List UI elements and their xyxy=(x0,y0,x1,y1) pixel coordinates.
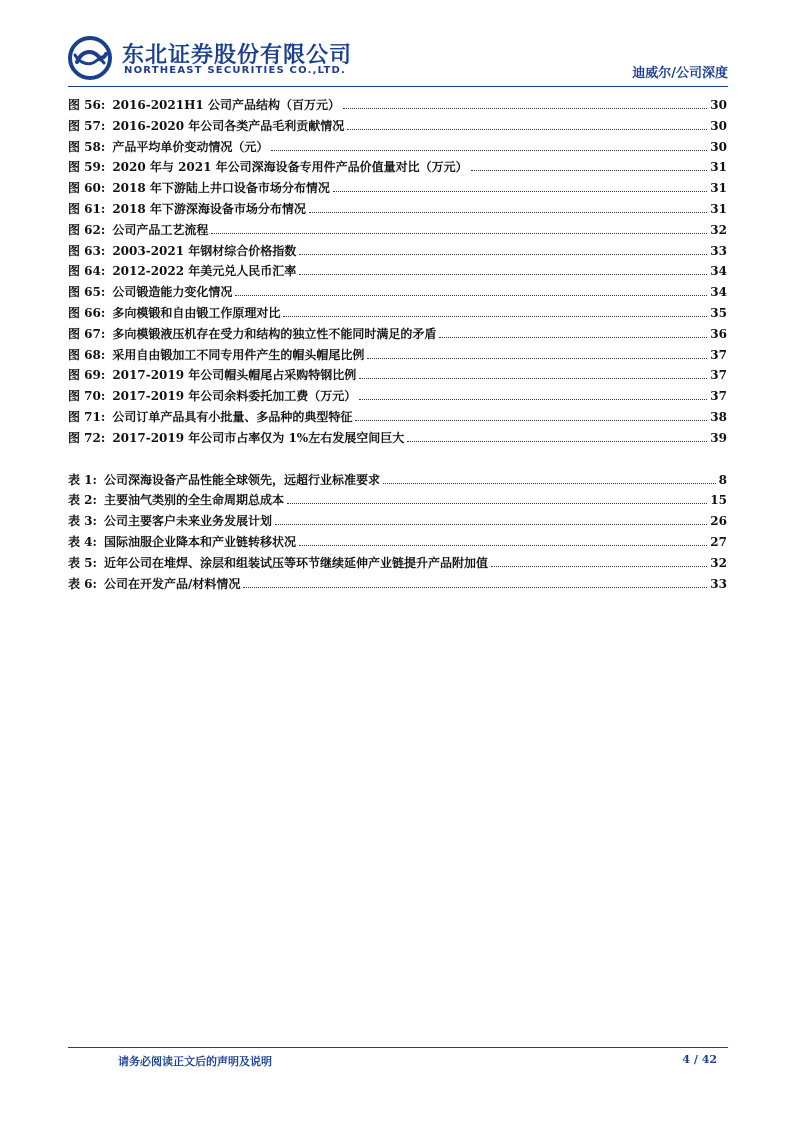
toc-entry-title: 2003-2021 年钢材综合价格指数 xyxy=(112,243,297,258)
toc-entry-title: 2020 年与 2021 年公司深海设备专用件产品价值量对比（万元） xyxy=(112,160,468,175)
page-number: 4 / 42 xyxy=(682,1053,717,1066)
header-divider xyxy=(68,86,728,87)
toc-entry-page: 39 xyxy=(710,430,727,445)
figure-entry[interactable] xyxy=(68,366,727,387)
dot-leader xyxy=(355,420,707,421)
toc-entry-title: 2018 年下游陆上井口设备市场分布情况 xyxy=(112,181,330,196)
dot-leader xyxy=(211,233,707,234)
dot-leader xyxy=(407,441,707,442)
dot-leader xyxy=(243,587,707,588)
dot-leader xyxy=(359,378,707,379)
figure-entry[interactable] xyxy=(68,179,727,200)
toc-entry-title: 多向模锻和自由锻工作原理对比 xyxy=(112,305,281,320)
toc-entry-page: 36 xyxy=(710,326,727,341)
company-name-en: NORTHEAST SECURITIES CO.,LTD. xyxy=(124,65,347,76)
toc-entry-title: 公司主要客户未来业务发展计划 xyxy=(103,514,272,529)
toc-entry-page: 38 xyxy=(710,409,727,424)
figure-entry[interactable] xyxy=(68,158,727,179)
toc-entry-label: 图 63: xyxy=(68,243,106,258)
toc-entry-label: 表 5: xyxy=(68,555,97,570)
toc-entry-label: 图 67: xyxy=(68,326,106,341)
figure-entry[interactable] xyxy=(68,346,727,367)
toc-entry-page: 33 xyxy=(710,243,727,258)
toc-entry-label: 图 57: xyxy=(68,118,106,133)
dot-leader xyxy=(383,483,716,484)
figure-entry[interactable] xyxy=(68,138,727,159)
toc-entry-page: 32 xyxy=(710,222,727,237)
toc-entry-title: 公司产品工艺流程 xyxy=(112,222,209,237)
company-name-cn: 东北证券股份有限公司 xyxy=(122,43,353,68)
table-entry[interactable] xyxy=(68,575,727,596)
dot-leader xyxy=(439,337,707,338)
toc-entry-title: 采用自由锻加工不同专用件产生的帽头帽尾比例 xyxy=(112,347,365,362)
figure-entry[interactable] xyxy=(68,117,727,138)
toc-entry-label: 图 69: xyxy=(68,368,106,383)
figure-entry[interactable] xyxy=(68,325,727,346)
toc-entry-title: 多向模锻液压机存在受力和结构的独立性不能同时满足的矛盾 xyxy=(112,326,437,341)
toc-entry-title: 2012-2022 年美元兑人民币汇率 xyxy=(112,264,297,279)
report-tag: 迪威尔/公司深度 xyxy=(632,66,728,81)
toc-entry-page: 37 xyxy=(710,389,727,404)
dot-leader xyxy=(299,545,707,546)
page-header xyxy=(68,36,728,86)
table-entry[interactable] xyxy=(68,512,727,533)
toc-entry-page: 35 xyxy=(710,305,727,320)
toc-entry-label: 图 61: xyxy=(68,201,106,216)
figure-index xyxy=(68,96,727,450)
dot-leader xyxy=(271,150,707,151)
toc-entry-label: 图 58: xyxy=(68,139,106,154)
toc-entry-title: 2018 年下游深海设备市场分布情况 xyxy=(112,201,306,216)
figure-entry[interactable] xyxy=(68,429,727,450)
toc-entry-page: 30 xyxy=(710,118,727,133)
table-entry[interactable] xyxy=(68,533,727,554)
figure-entry[interactable] xyxy=(68,242,727,263)
toc-entry-label: 图 56: xyxy=(68,98,106,112)
dot-leader xyxy=(235,295,707,296)
figure-entry[interactable] xyxy=(68,283,727,304)
dot-leader xyxy=(343,108,707,109)
table-index xyxy=(68,471,727,596)
toc-entry-page: 32 xyxy=(710,555,727,570)
toc-entry-label: 表 1: xyxy=(68,472,97,487)
toc-entry-page: 34 xyxy=(710,285,727,300)
figure-entry[interactable] xyxy=(68,262,727,283)
toc-entry-label: 表 2: xyxy=(68,493,97,508)
toc-entry-label: 图 71: xyxy=(68,409,106,424)
toc-entry-label: 图 66: xyxy=(68,305,106,320)
toc-entry-title: 2017-2019 年公司余料委托加工费（万元） xyxy=(112,389,357,404)
toc-entry-title: 公司在开发产品/材料情况 xyxy=(103,576,241,591)
toc-entry-page: 31 xyxy=(710,201,727,216)
toc-entry-page: 37 xyxy=(710,347,727,362)
toc-entry-page: 31 xyxy=(710,160,727,175)
figure-entry[interactable] xyxy=(68,221,727,242)
dot-leader xyxy=(299,254,707,255)
dot-leader xyxy=(275,524,707,525)
toc-entry-title: 2017-2019 年公司帽头帽尾占采购特钢比例 xyxy=(112,368,357,383)
table-entry[interactable] xyxy=(68,491,727,512)
toc-entry-label: 表 3: xyxy=(68,514,97,529)
figure-entry[interactable] xyxy=(68,304,727,325)
toc-entry-label: 图 68: xyxy=(68,347,106,362)
dot-leader xyxy=(367,358,707,359)
toc-entry-label: 表 6: xyxy=(68,576,97,591)
dot-leader xyxy=(283,316,707,317)
figure-entry[interactable] xyxy=(68,387,727,408)
toc-entry-title: 公司订单产品具有小批量、多品种的典型特征 xyxy=(112,409,353,424)
figure-entry[interactable] xyxy=(68,200,727,221)
toc-entry-page: 8 xyxy=(718,472,727,487)
toc-entry-page: 30 xyxy=(710,139,727,154)
toc-entry-page: 34 xyxy=(710,264,727,279)
toc-entry-title: 公司锻造能力变化情况 xyxy=(112,285,233,300)
toc-entry-label: 图 62: xyxy=(68,222,106,237)
toc-entry-label: 图 60: xyxy=(68,181,106,196)
dot-leader xyxy=(299,274,707,275)
footer-divider xyxy=(68,1047,728,1048)
toc-entry-label: 图 65: xyxy=(68,285,106,300)
toc-entry-page: 31 xyxy=(710,181,727,196)
northeast-securities-logo-icon xyxy=(68,36,112,80)
toc-list xyxy=(68,96,727,595)
toc-entry-label: 图 70: xyxy=(68,389,106,404)
dot-leader xyxy=(359,399,707,400)
toc-entry-page: 37 xyxy=(710,368,727,383)
dot-leader xyxy=(287,503,707,504)
toc-entry-title: 2016-2020 年公司各类产品毛利贡献情况 xyxy=(112,118,345,133)
dot-leader xyxy=(347,129,707,130)
figure-entry[interactable] xyxy=(68,96,727,117)
toc-entry-label: 表 4: xyxy=(68,534,97,549)
toc-entry-title: 公司深海设备产品性能全球领先，远超行业标准要求 xyxy=(103,472,380,487)
toc-entry-title: 主要油气类别的全生命周期总成本 xyxy=(103,493,284,508)
dot-leader xyxy=(491,566,707,567)
footer-disclaimer: 请务必阅读正文后的声明及说明 xyxy=(118,1055,272,1068)
table-entry[interactable] xyxy=(68,471,727,492)
figure-entry[interactable] xyxy=(68,408,727,429)
toc-entry-page: 33 xyxy=(710,576,727,591)
dot-leader xyxy=(471,170,708,171)
toc-entry-title: 国际油服企业降本和产业链转移状况 xyxy=(103,534,296,549)
dot-leader xyxy=(333,191,707,192)
toc-entry-label: 图 64: xyxy=(68,264,106,279)
toc-entry-label: 图 72: xyxy=(68,430,106,445)
toc-entry-title: 近年公司在堆焊、涂层和组装试压等环节继续延伸产业链提升产品附加值 xyxy=(103,555,488,570)
toc-entry-page: 26 xyxy=(710,514,727,529)
toc-entry-label: 图 59: xyxy=(68,160,106,175)
toc-entry-page: 15 xyxy=(710,493,727,508)
dot-leader xyxy=(309,212,707,213)
table-entry[interactable] xyxy=(68,554,727,575)
toc-entry-title: 2017-2019 年公司市占率仅为 1%左右发展空间巨大 xyxy=(112,430,405,445)
toc-entry-title: 产品平均单价变动情况（元） xyxy=(112,139,269,154)
toc-entry-title: 2016-2021H1 公司产品结构（百万元） xyxy=(112,98,340,112)
toc-entry-page: 30 xyxy=(710,98,727,112)
toc-entry-page: 27 xyxy=(710,534,727,549)
